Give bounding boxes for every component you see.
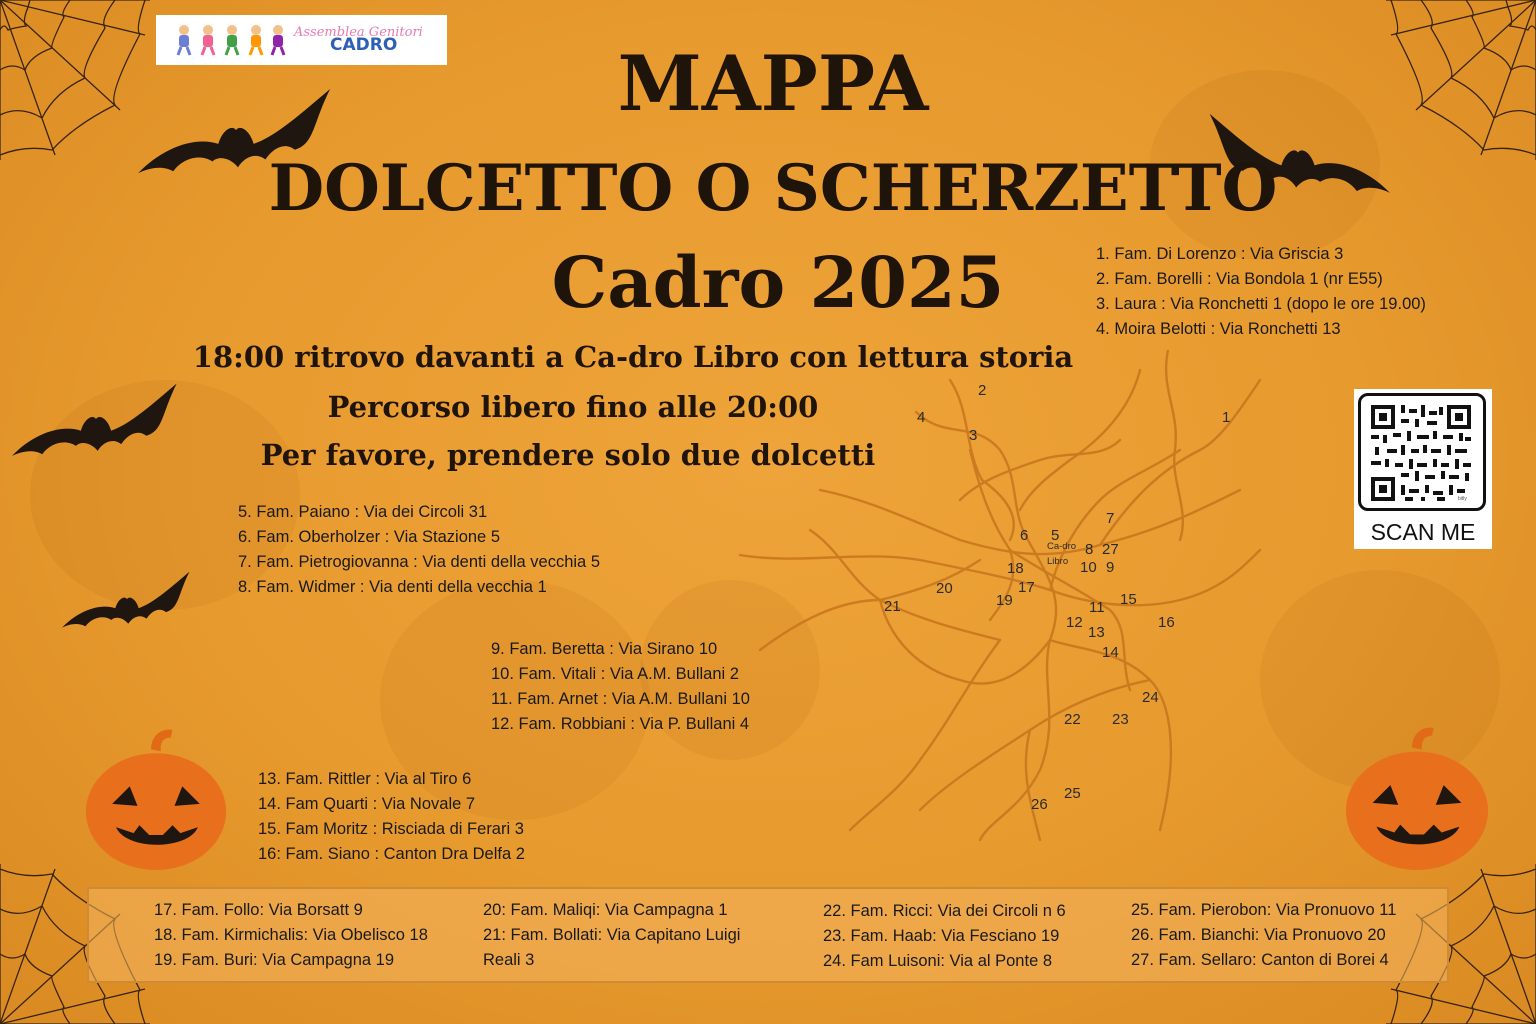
address-list-17-19 — [154, 898, 428, 973]
address-item: 2. Fam. Borelli : Via Bondola 1 (nr E55) — [1096, 270, 1383, 288]
address-item: 5. Fam. Paiano : Via dei Circoli 31 — [238, 503, 488, 521]
map-marker-22: 22 — [1064, 711, 1081, 728]
logo-script-text: Assemblea Genitori — [294, 25, 423, 40]
map-marker-25: 25 — [1064, 785, 1081, 802]
address-item: Reali 3 — [483, 951, 535, 969]
map-marker-20: 20 — [936, 580, 953, 597]
map-marker-12: 12 — [1066, 614, 1083, 631]
map-marker-18: 18 — [1007, 560, 1024, 577]
map-marker-4: 4 — [917, 409, 926, 426]
address-item: 8. Fam. Widmer : Via denti della vecchia 1 — [238, 578, 547, 596]
address-item: 23. Fam. Haab: Via Fesciano 19 — [823, 927, 1060, 945]
map-marker-16: 16 — [1158, 614, 1175, 631]
address-item: 1. Fam. Di Lorenzo : Via Griscia 3 — [1096, 245, 1344, 263]
title-line-3: Cadro 2025 — [551, 241, 1005, 324]
map-marker-21: 21 — [884, 598, 901, 615]
address-item: 9. Fam. Beretta : Via Sirano 10 — [491, 640, 718, 658]
map-marker-10: 10 — [1080, 559, 1097, 576]
info-line-1: 18:00 ritrovo davanti a Ca-dro Libro con lettura storia — [192, 340, 1074, 374]
map-marker-1: 1 — [1222, 409, 1231, 426]
jack-o-lantern-icon — [82, 726, 230, 872]
qr-scan-label: SCAN ME — [1370, 519, 1476, 545]
map-label-cadro-libro-1: Ca-dro — [1047, 541, 1077, 552]
map-marker-5: 5 — [1051, 527, 1060, 544]
address-item: 6. Fam. Oberholzer : Via Stazione 5 — [238, 528, 500, 546]
address-item: 22. Fam. Ricci: Via dei Circoli n 6 — [823, 902, 1066, 920]
map-marker-17: 17 — [1018, 579, 1035, 596]
info-line-3: Per favore, prendere solo due dolcetti — [260, 438, 876, 472]
address-item: 13. Fam. Rittler : Via al Tiro 6 — [258, 770, 472, 788]
address-item: 3. Laura : Via Ronchetti 1 (dopo le ore 19.00) — [1096, 295, 1426, 313]
address-item: 15. Fam Moritz : Risciada di Ferari 3 — [258, 820, 524, 838]
address-item: 12. Fam. Robbiani : Via P. Bullani 4 — [491, 715, 750, 733]
map-marker-11: 11 — [1089, 599, 1105, 616]
jack-o-lantern-icon — [1340, 724, 1494, 872]
map-marker-3: 3 — [969, 427, 978, 444]
title-line-2: DOLCETTO O SCHERZETTO — [268, 151, 1278, 226]
address-item: 11. Fam. Arnet : Via A.M. Bullani 10 — [491, 690, 750, 708]
logo-name-text: CADRO — [330, 35, 398, 55]
map-marker-6: 6 — [1020, 527, 1029, 544]
map-marker-15: 15 — [1120, 591, 1137, 608]
bat-icon — [62, 560, 192, 646]
map-marker-8: 8 — [1085, 541, 1094, 558]
address-item: 14. Fam Quarti : Via Novale 7 — [258, 795, 476, 813]
map-marker-7: 7 — [1106, 510, 1115, 527]
address-item: 4. Moira Belotti : Via Ronchetti 13 — [1096, 320, 1341, 338]
map-marker-14: 14 — [1102, 644, 1119, 661]
map-marker-2: 2 — [978, 382, 987, 399]
address-item: 27. Fam. Sellaro: Canton di Borei 4 — [1131, 951, 1389, 969]
address-item: 25. Fam. Pierobon: Via Pronuovo 11 — [1131, 901, 1397, 919]
address-item: 10. Fam. Vitali : Via A.M. Bullani 2 — [491, 665, 739, 683]
qr-code-card[interactable] — [1354, 389, 1492, 549]
address-item: 26. Fam. Bianchi: Via Pronuovo 20 — [1131, 926, 1386, 944]
address-list-20-21 — [483, 898, 740, 973]
address-list-22-24 — [823, 899, 1066, 974]
title-line-1: MAPPA — [617, 39, 929, 128]
qr-code-icon[interactable] — [1371, 405, 1471, 501]
info-line-2: Percorso libero fino alle 20:00 — [327, 390, 819, 424]
address-item: 24. Fam Luisoni: Via al Ponte 8 — [823, 952, 1053, 970]
address-item: 20: Fam. Maliqi: Via Campagna 1 — [483, 901, 728, 919]
address-item: 16: Fam. Siano : Canton Dra Delfa 2 — [258, 845, 525, 863]
address-item: 7. Fam. Pietrogiovanna : Via denti della vecchia 5 — [238, 553, 600, 571]
map-marker-13: 13 — [1088, 624, 1105, 641]
map-marker-23: 23 — [1112, 711, 1129, 728]
map-marker-24: 24 — [1142, 689, 1159, 706]
map-marker-19: 19 — [996, 592, 1013, 609]
address-list-1-4 — [1096, 242, 1426, 342]
map-marker-9: 9 — [1106, 559, 1115, 576]
address-item: 17. Fam. Follo: Via Borsatt 9 — [154, 901, 363, 919]
address-item: 18. Fam. Kirmichalis: Via Obelisco 18 — [154, 926, 428, 944]
address-list-25-27 — [1131, 898, 1396, 973]
address-item: 19. Fam. Buri: Via Campagna 19 — [154, 951, 394, 969]
address-list-9-12 — [491, 637, 750, 737]
address-list-13-16 — [258, 767, 525, 867]
qr-brand: bitly — [1458, 496, 1467, 502]
address-list-5-8 — [238, 500, 600, 600]
map-marker-27: 27 — [1102, 541, 1119, 558]
map-label-cadro-libro-2: Libro — [1047, 556, 1069, 567]
map-marker-26: 26 — [1031, 796, 1048, 813]
address-item: 21: Fam. Bollati: Via Capitano Luigi — [483, 926, 741, 944]
